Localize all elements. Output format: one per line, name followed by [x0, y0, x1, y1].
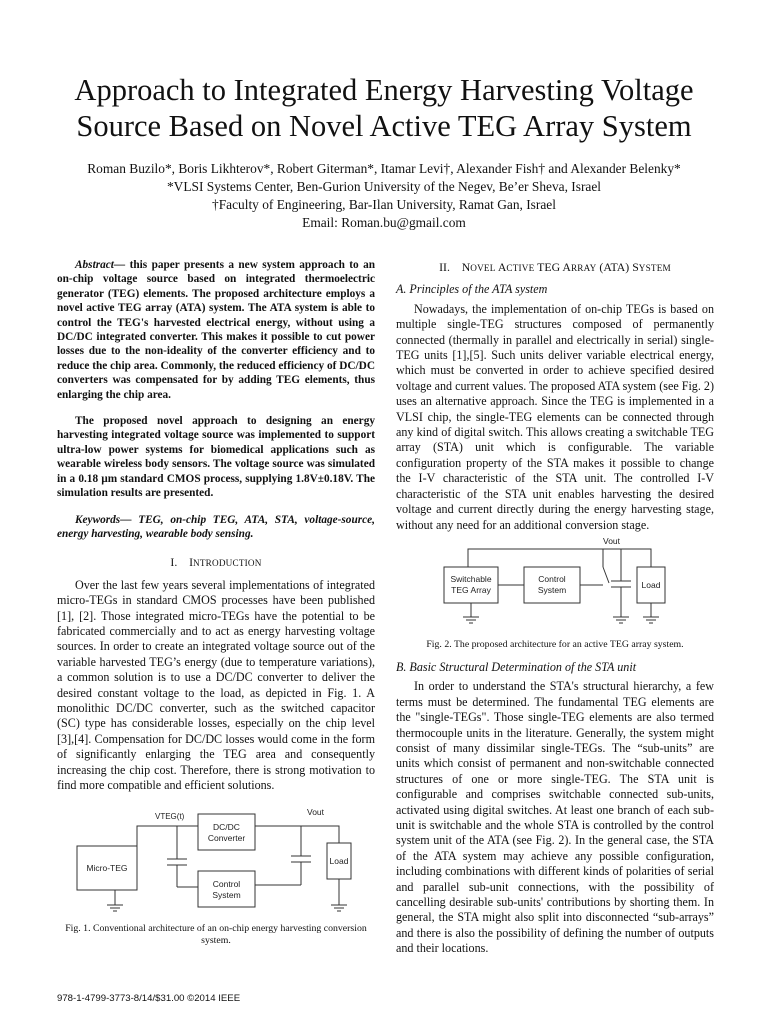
control-label-1: Control — [212, 879, 241, 890]
figure-2-diagram — [396, 537, 714, 637]
right-column — [396, 258, 714, 957]
load-label-2: Load — [641, 579, 661, 590]
control-label-2: System — [212, 890, 241, 901]
subsection-b-heading: B. Basic Structural Determination of the STA unit — [396, 659, 637, 674]
control-label-2-1: Control — [538, 573, 566, 584]
figure-2-caption: Fig. 2. The proposed architecture for an active TEG array system. — [426, 638, 684, 650]
copyright-footer: 978-1-4799-3773-8/14/$31.00 ©2014 IEEE — [57, 993, 241, 1004]
subsection-a-heading: A. Principles of the ATA system — [396, 282, 548, 297]
title-line-1: Approach to Integrated Energy Harvesting Voltage — [74, 73, 694, 107]
abstract-paragraph — [57, 258, 375, 402]
sta-label-1: Switchable — [450, 573, 492, 584]
figure-1-diagram — [57, 801, 375, 919]
section-heading-ata: II. NOVEL ACTIVE TEG ARRAY (ATA) SYSTEM — [439, 260, 671, 274]
micro-teg-label: Micro-TEG — [86, 863, 128, 874]
load-label: Load — [329, 856, 349, 867]
section-heading-introduction: I. INTRODUCTION — [170, 555, 262, 570]
affiliation-1: *VLSI Systems Center, Ben-Gurion University of the Negev, Be’er Sheva, Israel — [166, 179, 602, 194]
subsection-b-paragraph: In order to understand the STA's structural hierarchy, a few terms must be determined. The fundamental TEG elements are the "single-TEGs". Those single-TEG elements are also termed thermocouple units in the literature. Generally, the system might consist of many dissimilar single-TEGs. The “sub-units” are units which consist of permanent and non-switchable connected structures of one or more single-TEG. The STA unit is configurable and comprises switchable connected sub-units, activated using digital switches. At least one branch of each sub-unit is switchable and the whole STA is controlled by the control system unit of the ATA (see Fig. 2). In the general case, the STA of the ATA system may achieve any possible configuration, including combinations with different kinds of polarities of serial and parallel sub-unit connections, with the possibility of cancelling desirable sub-units' contributions by shorting them. In general, the STA might also split into disconnected “sub-arrays” and there is also the possibility of defining the number of outputs and their locations. — [396, 679, 714, 956]
paper-title — [30, 72, 738, 144]
author-block — [30, 160, 738, 232]
abstract-text: this paper presents a new system approach to an on-chip voltage source based on integrated thermoelectric generator (TEG) elements. The proposed architecture employs a novel active TEG array (ATA) system. The ATA system is able to control the TEG's harvested electrical energy, without using a DC/DC integrated converter. This makes it possible to cut power losses due to the non-ideality of the converter efficiency and to reduce the chip area. Commonly, the reduced efficiency of DC/DC converters was compensated for by adding TEG elements, thus enlarging the chip area. — [57, 259, 375, 401]
author-email: Email: Roman.bu@gmail.com — [302, 215, 466, 230]
figure-1-caption: Fig. 1. Conventional architecture of an on-chip energy harvesting conversion system. — [65, 923, 367, 947]
dcdc-label-1: DC/DC — [213, 822, 240, 833]
vout-label: Vout — [307, 807, 325, 818]
dcdc-label-2: Converter — [207, 833, 246, 844]
dcdc-converter-block — [198, 814, 255, 850]
author-list: Roman Buzilo*, Boris Likhterov*, Robert Giterman*, Itamar Levi†, Alexander Fish† and Alexander Belenky* — [87, 161, 681, 176]
control-system-block — [198, 871, 255, 907]
vout-label-2: Vout — [603, 536, 621, 546]
abstract-paragraph-2: The proposed novel approach to designing an energy harvesting integrated voltage source was implemented to support ultra-low power systems for biomedical applications such as wearable wireless body sensors. The voltage source was simulated in a 0.18 µm standard CMOS process, supplying 1.8V±0.18V. The simulation results are presented. — [57, 415, 375, 500]
subsection-a-paragraph: Nowadays, the implementation of on-chip TEGs is based on multiple single-TEG structures composed of permanently connected (thermally in parallel and electrically in serial) single-TEG units [1],[5]. Such units deliver variable electrical energy, which must be converted in order to achieve specified desired voltage and current values. The proposed ATA system (see Fig. 2) uses an alternative approach. Since the TEG is implemented in a VLSI chip, the single-TEG elements can be connected through any kind of digital switch. This allows creating a switchable TEG array (STA) unit which is configurable. The variable configuration property of the STA makes it possible to change the I-V characteristic of the STA unit. The controlled I-V characteristic of the STA unit enables harvesting the desired voltage and current directly during the energy harvesting stage, without any need for an additional conversion stage. — [396, 301, 714, 532]
sta-label-2: TEG Array — [451, 584, 491, 595]
left-column — [57, 258, 375, 947]
title-line-2: Source Based on Novel Active TEG Array System — [76, 109, 692, 143]
abstract-label: Abstract— — [75, 259, 126, 271]
affiliation-2: †Faculty of Engineering, Bar-Ilan University, Ramat Gan, Israel — [212, 197, 556, 212]
keywords: Keywords— TEG, on-chip TEG, ATA, STA, voltage-source, energy harvesting, wearable body sensing. — [57, 513, 375, 540]
introduction-paragraph: Over the last few years several implementations of integrated micro-TEGs in standard CMOS processes have been published [1], [2]. Those integrated micro-TEGs have the potential to be fabricated commercially and to act as energy harvesting voltage sources. In order to create an integrated voltage source out of the variable harvested TEG’s energy (due to temperature variations), a common solution is to use a DC/DC converter to deliver the desired constant voltage to the load, as depicted in Fig. 1. A monolithic DC/DC converter, such as the switched capacitor (SC) type has considerable losses, especially on the chip level [3],[4]. Compensation for DC/DC losses would come in the form of significantly enlarging the TEG area and consequently increasing the chip cost. Therefore, there is strong motivation to find more compatible and efficient solutions. — [57, 577, 375, 792]
vteg-label: VTEG(t) — [155, 812, 185, 822]
control-label-2-2: System — [537, 584, 567, 595]
